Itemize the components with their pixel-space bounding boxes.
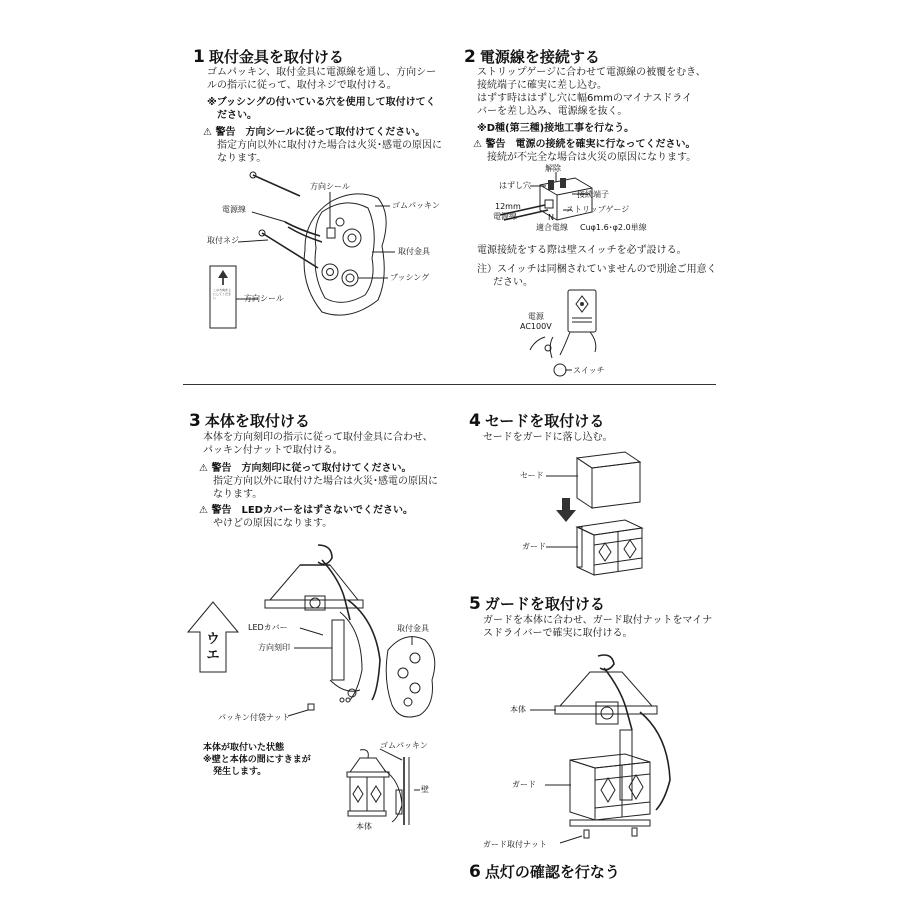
warning-triangle-icon: ⚠ — [203, 127, 212, 138]
mounted-state-title: 本体が取付いた状態 — [203, 743, 285, 753]
label-release: 解除 — [545, 164, 561, 173]
step2-warning-text: 警告 電源の接続を確実に行なってください。 — [485, 139, 696, 150]
step5-body — [483, 614, 712, 640]
mount-bracket-illustration — [386, 637, 435, 717]
step4-heading — [469, 413, 604, 430]
label-wall: 壁 — [421, 785, 429, 794]
step2-warning-body: 接続が不完全な場合は火災の原因になります。 — [487, 152, 697, 163]
label-fit-wire: 適合電線 — [536, 223, 568, 232]
warning-triangle-icon: ⚠ — [199, 505, 208, 516]
step5-body-line: スドライバーで確実に取付ける。 — [483, 628, 633, 639]
step3-warning1-line: なります。 — [213, 489, 263, 500]
mounted-state-note — [203, 754, 311, 778]
step1-number: 1 — [193, 47, 205, 67]
warning-triangle-icon: ⚠ — [473, 139, 482, 150]
step4-body: セードをガードに落し込む。 — [483, 432, 613, 443]
step5-heading — [469, 596, 605, 613]
section-divider — [183, 384, 716, 385]
label-strip-length: 12mm — [495, 202, 521, 211]
step3-warning1-text: 警告 方向刻印に従って取付けてください。 — [211, 463, 412, 474]
label-direction-mark: 方向刻印 — [258, 643, 290, 652]
step4-title: セードを取付ける — [484, 412, 605, 430]
step2-caution-line: ださい。 — [493, 277, 533, 288]
step3-warning1-line: 指定方向以外に取付けた場合は火災･感電の原因に — [213, 476, 438, 487]
step2-body-line: バーを差し込み、電源線を抜く。 — [477, 106, 628, 117]
label-release-hole: はずし穴 — [499, 181, 531, 190]
direction-seal-card-text: この方向を上にしてください — [213, 288, 232, 300]
step3-body-line: パッキン付ナットで取付ける。 — [203, 445, 343, 456]
step1-note-line: ※ブッシングの付いている穴を使用して取付けてく — [207, 97, 436, 108]
label-direction-seal-2: 方向シール — [244, 294, 284, 303]
step3-heading — [189, 413, 310, 430]
step1-warning-line: なります。 — [217, 153, 267, 164]
up-mark-text: ウエ — [206, 632, 220, 663]
step6-title: 点灯の確認を行なう — [484, 863, 620, 881]
step3-warning1-title — [199, 462, 411, 475]
label-power-source — [520, 312, 552, 332]
step1-warning-title — [203, 126, 425, 139]
step4-number: 4 — [469, 411, 481, 431]
step2-number: 2 — [464, 47, 476, 67]
down-arrow-illustration — [556, 498, 576, 522]
step3-title: 本体を取付ける — [204, 412, 310, 430]
assembled-lantern-illustration — [555, 655, 670, 838]
label-power-wire-2: 電源線 — [493, 212, 517, 221]
step1-warning-line: 指定方向以外に取付けた場合は火災･感電の原因に — [217, 140, 442, 151]
guard-illustration — [577, 520, 642, 575]
wall-switch-illustration — [568, 290, 596, 332]
mounted-state-note-line: ※壁と本体の間にすきまが — [203, 755, 311, 765]
step2-note: ※D種(第三種)接地工事を行なう。 — [477, 123, 635, 134]
step3-warning1-body — [213, 475, 438, 501]
label-mount-screw: 取付ネジ — [207, 236, 239, 245]
step3-number: 3 — [189, 411, 201, 431]
label-power-source-line: 電源 — [527, 312, 544, 321]
label-guard-nut: ガード取付ナット — [483, 840, 547, 849]
step5-number: 5 — [469, 594, 481, 614]
step2-caution — [477, 263, 717, 289]
step6-heading — [469, 864, 620, 881]
label-guard-4: ガード — [522, 542, 546, 551]
label-bushing: ブッシング — [390, 273, 430, 282]
label-mount-bracket: 取付金具 — [398, 247, 430, 256]
label-wire-spec: Cuφ1.6･φ2.0単線 — [580, 223, 647, 232]
label-led-cover: LEDカバー — [248, 623, 288, 632]
step2-switch-note: 電源接続をする際は壁スイッチを必ず設ける。 — [477, 245, 687, 256]
step1-body-line: ルの指示に従って、取付ネジで取付ける。 — [207, 80, 397, 91]
label-n-mark: N — [548, 213, 554, 222]
step2-body-line: 接続端子に確実に差し込む。 — [477, 80, 607, 91]
label-rubber-packing-3: ゴムパッキン — [380, 741, 428, 750]
step2-heading — [464, 49, 600, 66]
step2-body-line: はずす時ははずし穴に幅6mmのマイナスドライ — [477, 93, 692, 104]
mount-screw-bottom-illustration — [259, 230, 318, 268]
step2-body — [477, 66, 706, 118]
mounted-lantern-illustration — [347, 750, 409, 825]
mounted-state-note-line: 発生します。 — [213, 767, 267, 777]
label-body-5: 本体 — [510, 705, 526, 714]
label-mount-bracket-3: 取付金具 — [397, 624, 429, 633]
shade-illustration — [577, 452, 640, 508]
step1-note-line: ださい。 — [217, 110, 257, 121]
step2-title: 電源線を接続する — [479, 48, 600, 66]
step2-warning-title — [473, 138, 695, 151]
step1-body-line: ゴムパッキン、取付金具に電源線を通し、方向シー — [207, 67, 437, 78]
step5-body-line: ガードを本体に合わせ、ガード取付ナットをマイナ — [483, 615, 713, 626]
label-shade: セード — [520, 471, 544, 480]
step6-number: 6 — [469, 862, 481, 882]
mount-screw-top-illustration — [250, 172, 300, 196]
label-strip-gauge: ストリップゲージ — [566, 205, 630, 214]
step1-body — [207, 66, 436, 92]
step3-warning2-body: やけどの原因になります。 — [213, 518, 333, 529]
step1-note — [207, 96, 436, 122]
label-switch: スイッチ — [573, 366, 605, 375]
warning-triangle-icon: ⚠ — [199, 463, 208, 474]
step1-warning-text: 警告 方向シールに従って取付けてください。 — [215, 127, 426, 138]
label-power-wire: 電源線 — [222, 205, 246, 214]
label-guard-5: ガード — [512, 780, 536, 789]
label-power-source-line: AC100V — [520, 322, 552, 331]
step1-heading — [193, 49, 344, 66]
label-terminal: 接続端子 — [577, 190, 609, 199]
label-packing-nut: パッキン付袋ナット — [218, 713, 290, 722]
step1-title: 取付金具を取付ける — [208, 48, 344, 66]
step3-body-line: 本体を方向刻印の指示に従って取付金具に合わせ、 — [203, 432, 433, 443]
label-rubber-packing: ゴムパッキン — [392, 201, 440, 210]
step2-body-line: ストリップゲージに合わせて電源線の被覆をむき、 — [477, 67, 706, 78]
label-body-3: 本体 — [356, 822, 372, 831]
step2-caution-line: 注）スイッチは同梱されていませんので別途ご用意く — [477, 264, 717, 275]
step1-warning-body — [217, 139, 442, 165]
label-direction-seal: 方向シール — [310, 182, 350, 191]
step5-title: ガードを取付ける — [484, 595, 605, 613]
step3-body — [203, 431, 433, 457]
step3-warning2-title — [199, 504, 413, 517]
step3-warning2-text: 警告 LEDカバーをはずさないでください。 — [211, 505, 413, 516]
